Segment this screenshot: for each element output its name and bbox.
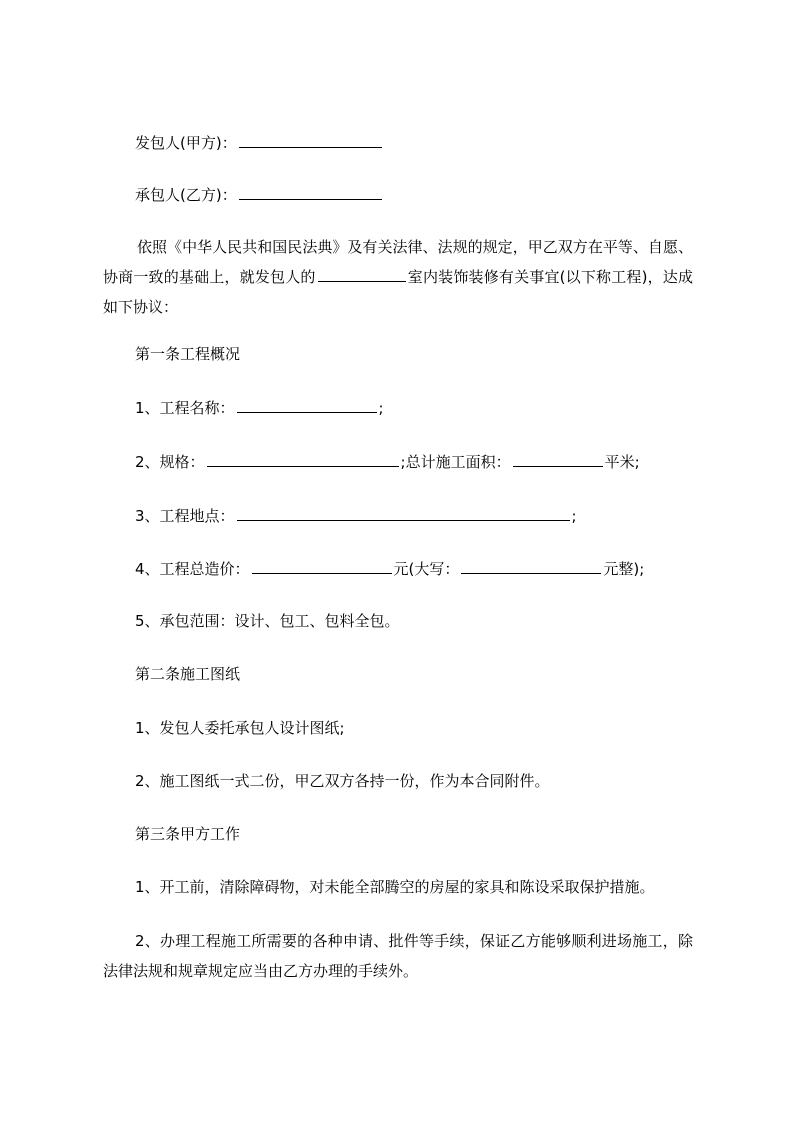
intro-paragraph — [103, 232, 693, 322]
total-cost-blank[interactable] — [252, 558, 392, 574]
location-blank[interactable] — [237, 505, 570, 521]
employer-duty-item2-text: 2、办理工程施工所需要的各种申请、批件等手续，保证乙方能够顺利进场施工，除法律法规和规章规定应当由乙方办理的手续外。 — [103, 932, 693, 980]
article2-title: 第二条施工图纸 — [135, 665, 241, 683]
intro-part1: 依照《中华人民共和国民法典》及有关法律、法规的规定，甲乙双方在平等、自愿、协商一致的基础上，就发包人的 — [103, 238, 693, 286]
project-name-label: 1、工程名称： — [135, 399, 235, 417]
total-cost-mid: 元(大写： — [393, 560, 460, 578]
project-name-blank[interactable] — [237, 397, 377, 413]
location-label: 3、工程地点： — [135, 507, 235, 525]
total-cost-end: 元整); — [603, 560, 645, 578]
total-cost-words-blank[interactable] — [461, 558, 601, 574]
employer-label: 发包人(甲方)： — [135, 134, 237, 152]
intro-part2: 室内装饰装修有关事宜(以下称工程)，达成如下协议： — [103, 268, 693, 316]
scope-line: 5、承包范围：设计、包工、包料全包。 — [135, 612, 400, 630]
location-end: ; — [571, 507, 577, 525]
article1-title: 第一条工程概况 — [135, 345, 241, 363]
project-name-end: ; — [378, 399, 384, 417]
employer-duty-item1: 1、开工前，清除障碍物，对未能全部腾空的房屋的家具和陈设采取保护措施。 — [135, 878, 655, 896]
employer-line — [135, 132, 384, 152]
contractor-label: 承包人(乙方)： — [135, 186, 237, 204]
location-line — [135, 505, 577, 525]
area-unit: 平米; — [604, 453, 640, 471]
total-cost-label: 4、工程总造价： — [135, 560, 250, 578]
contractor-line — [135, 184, 384, 204]
area-blank[interactable] — [513, 451, 603, 467]
area-label: ;总计施工面积： — [400, 453, 511, 471]
project-name-line — [135, 397, 384, 417]
drawings-item2: 2、施工图纸一式二份，甲乙双方各持一份，作为本合同附件。 — [135, 772, 550, 790]
total-cost-line — [135, 558, 644, 578]
employer-name-blank[interactable] — [239, 132, 382, 148]
project-address-blank[interactable] — [318, 266, 406, 282]
article3-title: 第三条甲方工作 — [135, 825, 241, 843]
drawings-item1: 1、发包人委托承包人设计图纸; — [135, 719, 345, 737]
spec-line — [135, 451, 640, 471]
spec-blank[interactable] — [207, 451, 399, 467]
contractor-name-blank[interactable] — [239, 184, 382, 200]
employer-duty-item2 — [103, 926, 693, 986]
spec-label: 2、规格： — [135, 453, 205, 471]
